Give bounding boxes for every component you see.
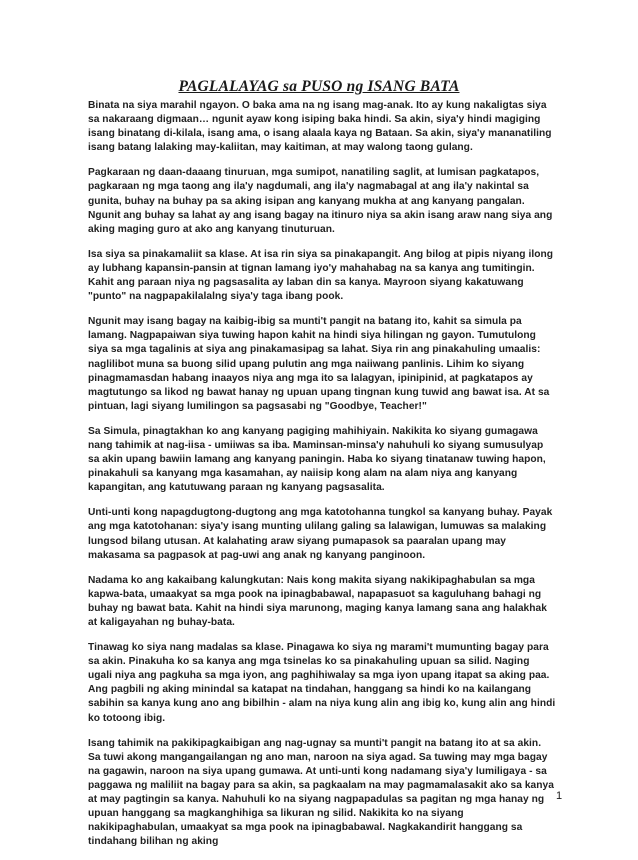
- document-body: [88, 99, 556, 860]
- paragraph-9: Isang tahimik na pakikipagkaibigan ang nag-ugnay sa munti't pangit na batang ito at sa akin. Sa tuwi akong mangangailangan ng ano man, naroon na siya agad. Sa tuwing may mga bagay na gagawin, naroon na siya upang gumawa. At unti-unti kong nadamang siya'y lumiligaya - sa paggawa ng maliliit na bagay para sa akin, sa pagkaalam na may pagmamalasakit ako sa kanya at may pagtingin sa kanya. Nahuhuli ko na siyang nagpapadulas sa pagitan ng mga hanay ng upuan hanggang sa magkanghihiga sa likuran ng silid. Nakikita ko na siyang nakikipaghabulan, umaakyat sa mga pook na ipinagbabawal. Nagkakandirit hanggang sa tindahang bilihan ng aking: [88, 737, 554, 848]
- document-title: PAGLALAYAG sa PUSO ng ISANG BATA: [178, 78, 460, 95]
- paragraph-8: Tinawag ko siya nang madalas sa klase. Pinagawa ko siya ng marami't mumunting bagay para sa akin. Pinakuha ko sa kanya ang mga tsinelas ko sa pinakahuling upuan sa silid. Naging ugali niya ang pagkuha sa mga iyon, ang paghihiwalay sa mga iyon upang itapat sa aking paa. Ang pagbili ng aking minindal sa katapat na tindahan, hanggang sa hindi ko na kailangang sabihin sa kanya kung ano ang bibilhin - alam na niya kung alin ang ibig ko, kung alin ang hindi ko totoong ibig.: [88, 642, 556, 724]
- paragraph-2: Pagkaraan ng daan-daaang tinuruan, mga sumipot, nanatiling saglit, at lumisan pagkatapos, pagkaraan ng mga taong ang ila'y nagdumali, ang ila'y nagmabagal at ang ila'y nakintal sa gunita, buhay na buhay pa sa aking isipan ang kanyang mukha at ang kanyang pangalan. Ngunit ang buhay sa lahat ay ang isang bagay na itinuro niya sa akin isang araw nang siya ang aking maging guro at ako ang kanyang tinuturuan.: [88, 167, 553, 235]
- paragraph-4: Ngunit may isang bagay na kaibig-ibig sa munti't pangit na batang ito, kahit sa simula pa lamang. Nagpapaiwan siya tuwing hapon kahit na hindi siya hilingan ng gayon. Tumutulong siya sa mga tagalinis at siya ang pinakamasipag sa lahat. Siya rin ang pinakahuling umaalis: naglilibot muna sa buong silid upang pulutin ang mga naiiwang panlinis. Lihim ko siyang pinagmamasdan habang inaayos niya ang mga ito sa lalagyan, ipinipinid, at pagkatapos ay magtutungo sa likod ng bawat hanay ng upuan upang tingnan kung tuwid ang bawat isa. At sa pintuan, lagi siyang lumilingon sa pagsasabi ng "Goodbye, Teacher!": [88, 316, 550, 412]
- paragraph-7: Nadama ko ang kakaibang kalungkutan: Nais kong makita siyang nakikipaghabulan sa mga kapwa-bata, umaakyat sa mga pook na ipinagbabawal, napapasuot sa kaguluhang bahagi ng buhay ng bawat bata. Kahit na hindi siya marunong, maging kanya lamang sana ang halakhak at kaligayahan ng buhay-bata.: [88, 574, 547, 628]
- paragraph-3: Isa siya sa pinakamaliit sa klase. At isa rin siya sa pinakapangit. Ang bilog at pipis niyang ilong ay lubhang kapansin-pansin at tignan lamang iyo'y mahahabag na sa kanya ang tumitingin. Kahit ang paraan niya ng pagsasalita ay laban din sa kanya. Mayroon siyang kakatuwang "punto" na nagpapakilalalng siya'y taga ibang pook.: [88, 248, 554, 303]
- paragraph-1: Binata na siya marahil ngayon. O baka ama na ng isang mag-anak. Ito ay kung nakaligtas siya sa nakaraang digmaan… ngunit ayaw kong isiping baka hindi. Sa akin, siya'y hindi magiging isang binatang di-kilala, isang ama, o isang alaala kaya ng Bataan. Sa akin, siya'y mananatiling isang batang lalaking may-kaliitan, may kaitiman, at may walong taong gulang.: [88, 100, 552, 154]
- page-number: 1: [556, 790, 563, 802]
- paragraph-5: Sa Simula, pinagtakhan ko ang kanyang pagiging mahihiyain. Nakikita ko siyang gumagawa nang tahimik at nag-iisa - umiiwas sa iba. Maminsan-minsa'y nahuhuli ko siyang sumusulyap sa akin upang bawiin lamang ang kanyang paningin. Haba ko siyang tinatanaw tuwing hapon, pinakahuli sa kanyang mga kasamahan, ay naiisip kong alam na alam niya ang kanyang kapangitan, ang katutuwang paraan ng kanyang pagsasalita.: [88, 425, 546, 494]
- paragraph-6: Unti-unti kong napagdugtong-dugtong ang mga katotohanna tungkol sa kanyang buhay. Payak ang mga katotohanan: siya'y isang munting ulilang galing sa lalawigan, lumuwas sa malaking lungsod bilang utusan. At kalahating araw siyang pumapasok sa paaralan upang may makasama sa pagpasok at pag-uwi ang anak ng kanyang panginoon.: [88, 507, 553, 561]
